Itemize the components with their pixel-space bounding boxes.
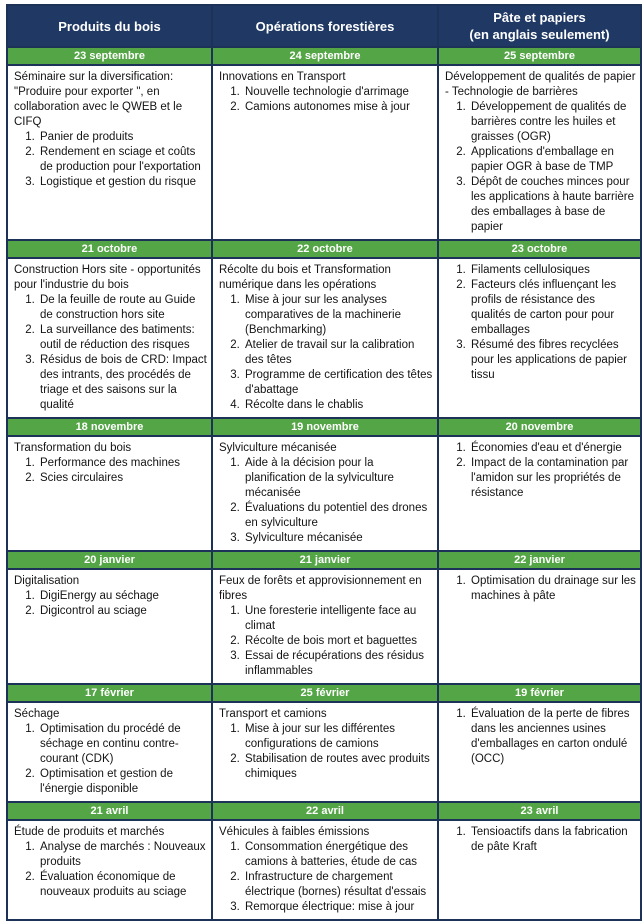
agenda-item: 1. Panier de produits — [38, 130, 207, 145]
date-cell: 24 septembre — [212, 47, 438, 65]
topic-list — [219, 840, 433, 915]
topic-title: Véhicules à faibles émissions — [219, 826, 370, 838]
agenda-item: 1. De la feuille de route au Guide de construction hors site — [38, 293, 207, 323]
date-cell: 23 septembre — [7, 47, 212, 65]
topic-list — [14, 840, 207, 900]
topic-list — [219, 85, 433, 115]
topic-cell — [212, 569, 438, 684]
date-row-february — [7, 684, 641, 702]
topic-title: Construction Hors site - opportunités pour l'industrie du bois — [14, 264, 201, 291]
content-row-november — [7, 436, 641, 551]
topic-list — [219, 722, 433, 782]
date-cell: 19 novembre — [212, 418, 438, 436]
agenda-item: 1. Économies d'eau et d'énergie — [469, 441, 636, 456]
agenda-item: 3. Résidus de bois de CRD: Impact des intrants, des procédés de triage et des saisons sur la qualité — [38, 353, 207, 413]
schedule-table — [6, 4, 642, 921]
date-row-april — [7, 802, 641, 820]
agenda-item: 3. Logistique et gestion du risque — [38, 175, 207, 190]
date-cell: 21 avril — [7, 802, 212, 820]
topic-cell — [212, 65, 438, 240]
topic-cell — [7, 569, 212, 684]
agenda-item: 2. Récolte de bois mort et baguettes — [243, 634, 433, 649]
agenda-item: 3. Programme de certification des têtes d'abattage — [243, 368, 433, 398]
topic-title: Transport et camions — [219, 708, 327, 720]
date-cell: 22 janvier — [438, 551, 641, 569]
topic-cell — [438, 65, 641, 240]
topic-list — [219, 293, 433, 413]
topic-list — [14, 130, 207, 190]
agenda-item: 2. Optimisation et gestion de l'énergie disponible — [38, 767, 207, 797]
date-cell: 21 janvier — [212, 551, 438, 569]
topic-list — [445, 441, 636, 501]
column-title: Pâte et papiers — [493, 10, 586, 25]
column-header-produits-du-bois — [7, 5, 212, 47]
topic-list — [14, 456, 207, 486]
topic-list — [14, 293, 207, 413]
topic-cell — [7, 258, 212, 418]
column-subtitle: (en anglais seulement) — [469, 27, 610, 42]
agenda-item: 1. Aide à la décision pour la planification de la sylviculture mécanisée — [243, 456, 433, 501]
topic-title: Séminaire sur la diversification: "Produire pour exporter ", en collaboration avec le QWEB et le CIFQ — [14, 71, 183, 128]
date-cell: 23 octobre — [438, 240, 641, 258]
topic-cell — [7, 702, 212, 802]
column-header-operations-forestieres — [212, 5, 438, 47]
agenda-item: 1. Optimisation du drainage sur les machines à pâte — [469, 574, 636, 604]
topic-list — [445, 263, 636, 383]
topic-title: Innovations en Transport — [219, 71, 346, 83]
agenda-item: 3. Remorque électrique: mise à jour — [243, 900, 433, 915]
agenda-item: 2. Rendement en sciage et coûts de production pour l'exportation — [38, 145, 207, 175]
agenda-item: 2. Atelier de travail sur la calibration des têtes — [243, 338, 433, 368]
agenda-item: 1. Nouvelle technologie d'arrimage — [243, 85, 433, 100]
topic-cell — [7, 820, 212, 920]
topic-cell — [7, 436, 212, 551]
agenda-item: 2. Digicontrol au sciage — [38, 604, 207, 619]
date-cell: 20 janvier — [7, 551, 212, 569]
topic-cell — [7, 65, 212, 240]
topic-cell — [438, 702, 641, 802]
content-row-february — [7, 702, 641, 802]
agenda-item: 2. Facteurs clés influençant les profils de résistance des qualités de carton pour pour emballages — [469, 278, 636, 338]
agenda-item: 2. Scies circulaires — [38, 471, 207, 486]
topic-title: Développement de qualités de papier - Technologie de barrières — [445, 71, 636, 98]
topic-cell — [438, 820, 641, 920]
agenda-item: 2. Évaluations du potentiel des drones en sylviculture — [243, 501, 433, 531]
topic-title: Digitalisation — [14, 575, 80, 587]
table-header-row — [7, 5, 641, 47]
agenda-item: 1. Analyse de marchés : Nouveaux produits — [38, 840, 207, 870]
topic-title: Sylviculture mécanisée — [219, 442, 337, 454]
topic-list — [445, 825, 636, 855]
date-cell: 23 avril — [438, 802, 641, 820]
agenda-item: 3. Résumé des fibres recyclées pour les applications de papier tissu — [469, 338, 636, 383]
topic-list — [445, 574, 636, 604]
agenda-item: 3. Dépôt de couches minces pour les applications à haute barrière des emballages à base de papier — [469, 175, 636, 235]
topic-title: Séchage — [14, 708, 60, 720]
topic-list — [445, 100, 636, 235]
agenda-item: 2. Stabilisation de routes avec produits chimiques — [243, 752, 433, 782]
topic-cell — [438, 436, 641, 551]
topic-list — [219, 604, 433, 679]
date-cell: 25 février — [212, 684, 438, 702]
agenda-item: 1. Consommation énergétique des camions à batteries, étude de cas — [243, 840, 433, 870]
agenda-item: 4. Récolte dans le chablis — [243, 398, 433, 413]
agenda-item: 1. Développement de qualités de barrières contre les huiles et graisses (OGR) — [469, 100, 636, 145]
date-row-january — [7, 551, 641, 569]
topic-title: Transformation du bois — [14, 442, 132, 454]
agenda-item: 2. Applications d'emballage en papier OGR à base de TMP — [469, 145, 636, 175]
agenda-item: 1. DigiEnergy au séchage — [38, 589, 207, 604]
topic-title: Feux de forêts et approvisionnement en fibres — [219, 575, 422, 602]
column-header-pate-et-papiers — [438, 5, 641, 47]
date-row-november — [7, 418, 641, 436]
date-cell: 22 octobre — [212, 240, 438, 258]
agenda-item: 2. La surveillance des batiments: outil de réduction des risques — [38, 323, 207, 353]
topic-cell — [212, 702, 438, 802]
agenda-item: 1. Une foresterie intelligente face au climat — [243, 604, 433, 634]
content-row-september — [7, 65, 641, 240]
date-cell: 19 février — [438, 684, 641, 702]
topic-list — [14, 589, 207, 619]
content-row-january — [7, 569, 641, 684]
agenda-item: 2. Infrastructure de chargement électrique (bornes) résultat d'essais — [243, 870, 433, 900]
date-row-september — [7, 47, 641, 65]
content-row-october — [7, 258, 641, 418]
agenda-item: 1. Mise à jour sur les différentes configurations de camions — [243, 722, 433, 752]
date-cell: 17 février — [7, 684, 212, 702]
agenda-item: 1. Filaments cellulosiques — [469, 263, 636, 278]
agenda-item: 3. Sylviculture mécanisée — [243, 531, 433, 546]
column-title: Produits du bois — [58, 18, 161, 34]
column-title: Opérations forestières — [255, 18, 395, 34]
agenda-item: 2. Camions autonomes mise à jour — [243, 100, 433, 115]
agenda-item: 1. Évaluation de la perte de fibres dans les anciennes usines d'emballages en carton ondulé (OCC) — [469, 707, 636, 767]
topic-cell — [212, 436, 438, 551]
topic-cell — [212, 258, 438, 418]
date-cell: 21 octobre — [7, 240, 212, 258]
date-row-october — [7, 240, 641, 258]
topic-cell — [212, 820, 438, 920]
agenda-item: 2. Évaluation économique de nouveaux produits au sciage — [38, 870, 207, 900]
agenda-item: 3. Essai de récupérations des résidus inflammables — [243, 649, 433, 679]
date-cell: 18 novembre — [7, 418, 212, 436]
topic-title: Récolte du bois et Transformation numérique dans les opérations — [219, 264, 391, 291]
topic-list — [219, 456, 433, 546]
agenda-item: 1. Optimisation du procédé de séchage en continu contre-courant (CDK) — [38, 722, 207, 767]
agenda-item: 1. Mise à jour sur les analyses comparatives de la machinerie (Benchmarking) — [243, 293, 433, 338]
date-cell: 20 novembre — [438, 418, 641, 436]
date-cell: 22 avril — [212, 802, 438, 820]
agenda-item: 1. Performance des machines — [38, 456, 207, 471]
topic-title: Étude de produits et marchés — [14, 826, 165, 838]
date-cell: 25 septembre — [438, 47, 641, 65]
agenda-item: 2. Impact de la contamination par l'amidon sur les propriétés de résistance — [469, 456, 636, 501]
content-row-april — [7, 820, 641, 920]
topic-list — [445, 707, 636, 767]
agenda-item: 1. Tensioactifs dans la fabrication de pâte Kraft — [469, 825, 636, 855]
topic-cell — [438, 258, 641, 418]
topic-cell — [438, 569, 641, 684]
